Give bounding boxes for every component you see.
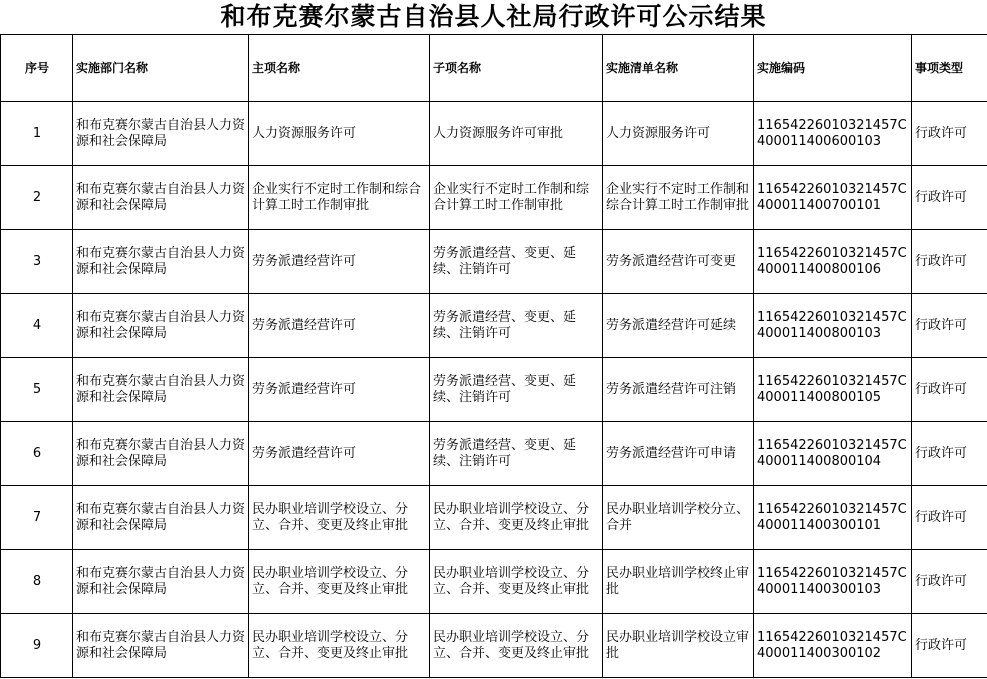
cell-main-item: 企业实行不定时工作制和综合计算工时工作制审批: [249, 166, 430, 230]
table-row: [1, 550, 987, 614]
cell-sub-item: 民办职业培训学校设立、分立、合并、变更及终止审批: [430, 614, 603, 678]
cell-type: 行政许可: [912, 294, 987, 358]
cell-sub-item: 企业实行不定时工作制和综合计算工时工作制审批: [430, 166, 603, 230]
header-type: 事项类型: [912, 35, 987, 102]
cell-type: 行政许可: [912, 358, 987, 422]
cell-main-item: 人力资源服务许可: [249, 102, 430, 166]
table-row: [1, 230, 987, 294]
table-row: [1, 358, 987, 422]
header-list-name: 实施清单名称: [603, 35, 754, 102]
cell-department: 和布克赛尔蒙古自治县人力资源和社会保障局: [73, 358, 249, 422]
cell-code: 11654226010321457C400011400700101: [754, 166, 912, 230]
cell-list-name: 民办职业培训学校终止审批: [603, 550, 754, 614]
cell-code: 11654226010321457C400011400300102: [754, 614, 912, 678]
cell-sub-item: 民办职业培训学校设立、分立、合并、变更及终止审批: [430, 486, 603, 550]
header-row: [1, 35, 987, 102]
cell-list-name: 劳务派遣经营许可延续: [603, 294, 754, 358]
table-row: [1, 614, 987, 678]
cell-list-name: 民办职业培训学校设立审批: [603, 614, 754, 678]
table-row: [1, 422, 987, 486]
cell-type: 行政许可: [912, 102, 987, 166]
document-title: 和布克赛尔蒙古自治县人社局行政许可公示结果: [220, 2, 767, 31]
cell-main-item: 劳务派遣经营许可: [249, 294, 430, 358]
cell-type: 行政许可: [912, 230, 987, 294]
cell-seq: 5: [1, 358, 73, 422]
header-code: 实施编码: [754, 35, 912, 102]
cell-seq: 4: [1, 294, 73, 358]
cell-seq: 6: [1, 422, 73, 486]
header-seq: 序号: [1, 35, 73, 102]
cell-sub-item: 劳务派遣经营、变更、延续、注销许可: [430, 358, 603, 422]
cell-type: 行政许可: [912, 550, 987, 614]
cell-type: 行政许可: [912, 614, 987, 678]
cell-seq: 8: [1, 550, 73, 614]
cell-list-name: 民办职业培训学校分立、合并: [603, 486, 754, 550]
cell-main-item: 民办职业培训学校设立、分立、合并、变更及终止审批: [249, 486, 430, 550]
cell-department: 和布克赛尔蒙古自治县人力资源和社会保障局: [73, 294, 249, 358]
cell-seq: 9: [1, 614, 73, 678]
cell-seq: 2: [1, 166, 73, 230]
cell-list-name: 企业实行不定时工作制和综合计算工时工作制审批: [603, 166, 754, 230]
table-row: [1, 102, 987, 166]
permit-table: [0, 34, 987, 678]
cell-department: 和布克赛尔蒙古自治县人力资源和社会保障局: [73, 230, 249, 294]
cell-seq: 3: [1, 230, 73, 294]
cell-sub-item: 劳务派遣经营、变更、延续、注销许可: [430, 294, 603, 358]
cell-main-item: 劳务派遣经营许可: [249, 422, 430, 486]
cell-type: 行政许可: [912, 486, 987, 550]
cell-department: 和布克赛尔蒙古自治县人力资源和社会保障局: [73, 614, 249, 678]
cell-department: 和布克赛尔蒙古自治县人力资源和社会保障局: [73, 422, 249, 486]
cell-sub-item: 人力资源服务许可审批: [430, 102, 603, 166]
cell-main-item: 劳务派遣经营许可: [249, 358, 430, 422]
header-main-item: 主项名称: [249, 35, 430, 102]
cell-main-item: 民办职业培训学校设立、分立、合并、变更及终止审批: [249, 550, 430, 614]
cell-list-name: 劳务派遣经营许可申请: [603, 422, 754, 486]
cell-department: 和布克赛尔蒙古自治县人力资源和社会保障局: [73, 102, 249, 166]
cell-code: 11654226010321457C400011400600103: [754, 102, 912, 166]
cell-code: 11654226010321457C400011400800103: [754, 294, 912, 358]
cell-type: 行政许可: [912, 422, 987, 486]
cell-main-item: 民办职业培训学校设立、分立、合并、变更及终止审批: [249, 614, 430, 678]
cell-list-name: 劳务派遣经营许可变更: [603, 230, 754, 294]
cell-code: 11654226010321457C400011400800106: [754, 230, 912, 294]
cell-department: 和布克赛尔蒙古自治县人力资源和社会保障局: [73, 550, 249, 614]
cell-code: 11654226010321457C400011400800105: [754, 358, 912, 422]
cell-main-item: 劳务派遣经营许可: [249, 230, 430, 294]
table-row: [1, 294, 987, 358]
cell-seq: 1: [1, 102, 73, 166]
cell-list-name: 人力资源服务许可: [603, 102, 754, 166]
cell-department: 和布克赛尔蒙古自治县人力资源和社会保障局: [73, 486, 249, 550]
cell-department: 和布克赛尔蒙古自治县人力资源和社会保障局: [73, 166, 249, 230]
cell-sub-item: 民办职业培训学校设立、分立、合并、变更及终止审批: [430, 550, 603, 614]
table-row: [1, 486, 987, 550]
table-row: [1, 166, 987, 230]
cell-list-name: 劳务派遣经营许可注销: [603, 358, 754, 422]
cell-seq: 7: [1, 486, 73, 550]
cell-code: 11654226010321457C400011400800104: [754, 422, 912, 486]
cell-code: 11654226010321457C400011400300103: [754, 550, 912, 614]
cell-code: 11654226010321457C400011400300101: [754, 486, 912, 550]
cell-sub-item: 劳务派遣经营、变更、延续、注销许可: [430, 422, 603, 486]
header-department: 实施部门名称: [73, 35, 249, 102]
cell-sub-item: 劳务派遣经营、变更、延续、注销许可: [430, 230, 603, 294]
header-sub-item: 子项名称: [430, 35, 603, 102]
cell-type: 行政许可: [912, 166, 987, 230]
